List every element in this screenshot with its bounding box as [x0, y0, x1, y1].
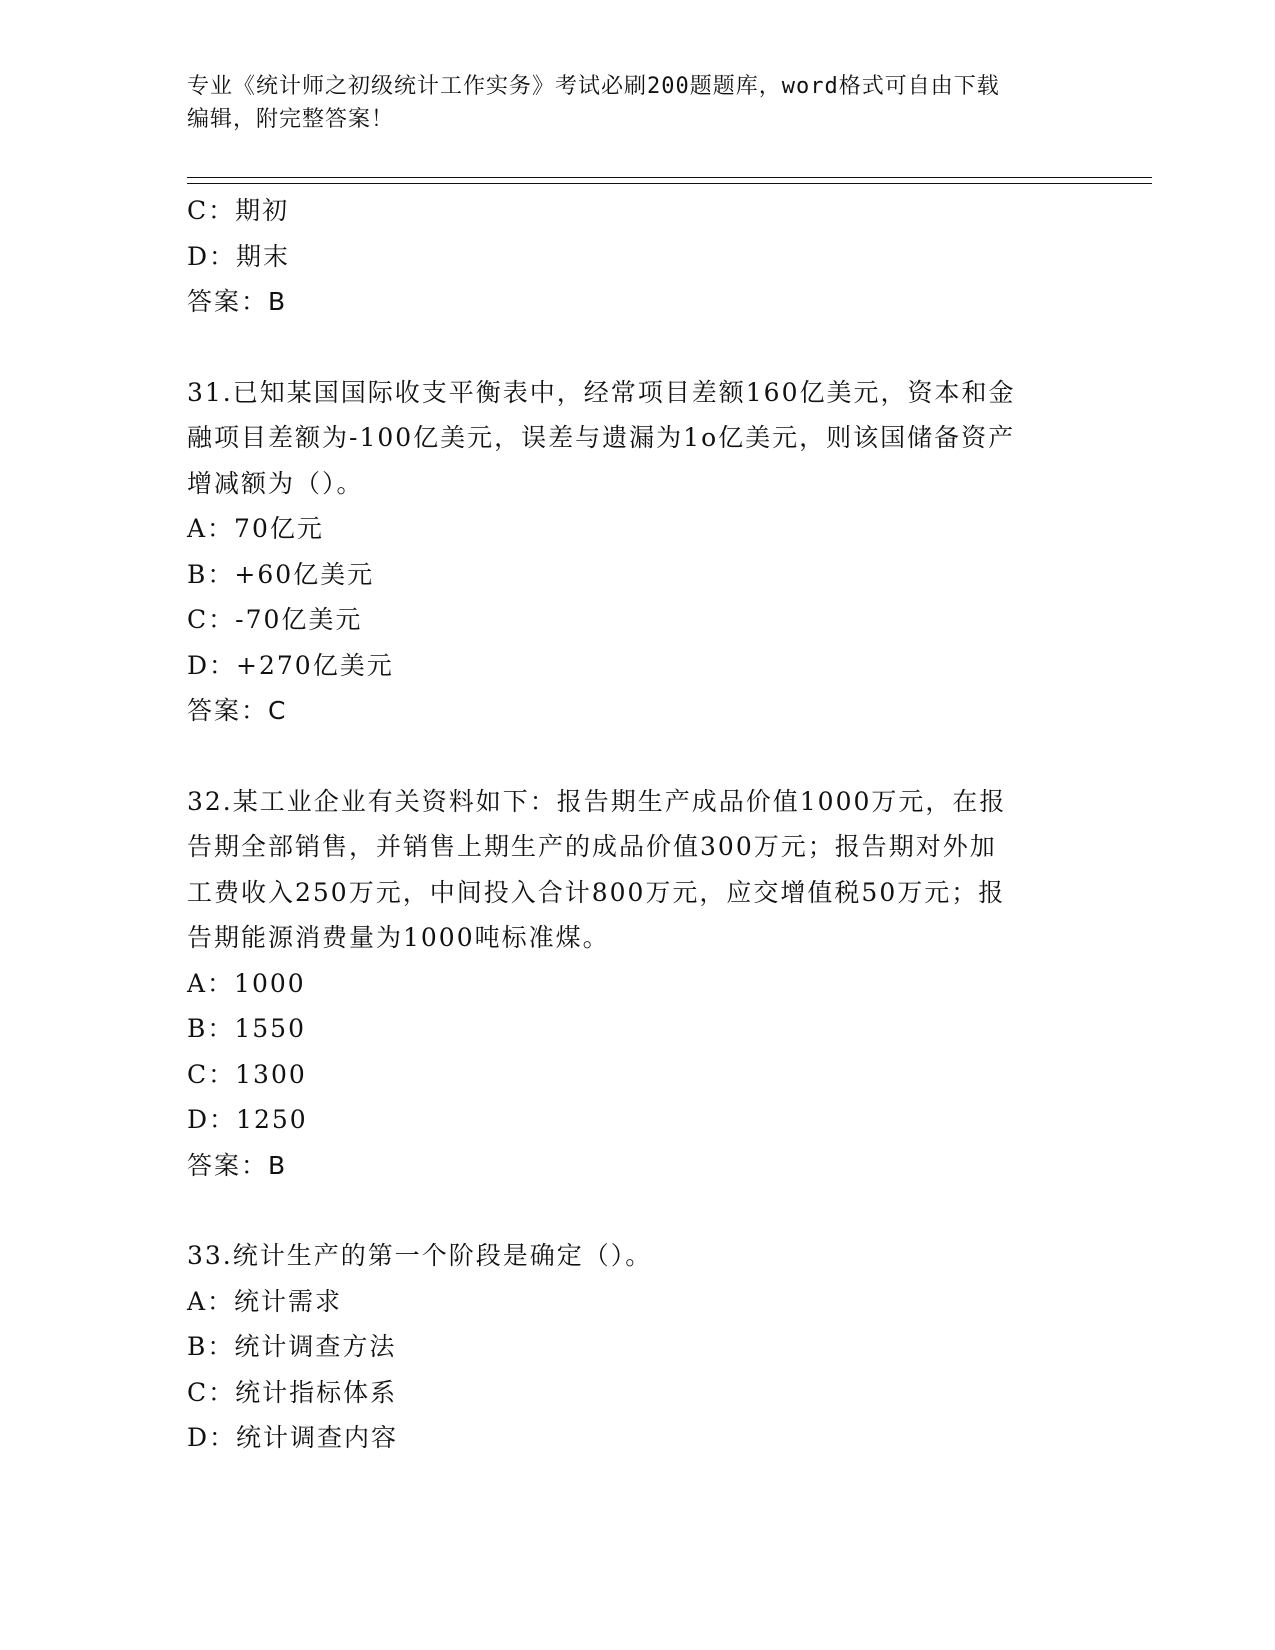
option-b: B：统计调查方法	[187, 1332, 397, 1361]
question-30-tail	[187, 188, 1087, 325]
option-c: C：1300	[187, 1059, 307, 1089]
question-33	[187, 1233, 1087, 1461]
option-a: A：1000	[187, 968, 306, 998]
option-c: C：期初	[187, 196, 290, 225]
option-d: D：+270亿美元	[187, 650, 394, 680]
question-31	[187, 370, 1087, 734]
answer: 答案：B	[187, 287, 288, 316]
question-stem: 33.统计生产的第一个阶段是确定（）。	[187, 1241, 653, 1270]
question-stem: 告期能源消费量为1000吨标准煤。	[187, 923, 610, 952]
spacer	[187, 1188, 1087, 1233]
question-stem: 告期全部销售，并销售上期生产的成品价值300万元；报告期对外加	[187, 832, 997, 861]
option-a: A：70亿元	[187, 514, 324, 543]
question-stem: 增减额为（）。	[187, 468, 364, 498]
option-d: D：期末	[187, 241, 291, 271]
header-divider	[187, 177, 1152, 184]
question-32	[187, 779, 1087, 1189]
option-b: B：+60亿美元	[187, 559, 375, 589]
question-stem: 融项目差额为-100亿美元，误差与遗漏为1o亿美元，则该国储备资产	[187, 423, 1016, 452]
option-d: D：1250	[187, 1105, 308, 1134]
option-a: A：统计需求	[187, 1286, 343, 1316]
header-line-2: 编辑，附完整答案！	[187, 107, 395, 132]
option-b: B：1550	[187, 1014, 306, 1043]
option-d: D：统计调查内容	[187, 1423, 399, 1452]
spacer	[187, 734, 1087, 779]
answer: 答案：C	[187, 696, 288, 725]
question-list	[187, 188, 1087, 1461]
question-stem: 32.某工业企业有关资料如下：报告期生产成品价值1000万元，在报	[187, 786, 1007, 816]
option-c: C：-70亿美元	[187, 605, 363, 634]
question-stem: 工费收入250万元，中间投入合计800万元，应交增值税50万元；报	[187, 877, 1006, 907]
option-c: C：统计指标体系	[187, 1377, 398, 1407]
spacer	[187, 325, 1087, 370]
header-line-1: 专业《统计师之初级统计工作实务》考试必刷200题题库，word格式可自由下载	[187, 74, 1000, 99]
document-header	[187, 70, 1087, 136]
question-stem: 31.已知某国国际收支平衡表中，经常项目差额160亿美元，资本和金	[187, 377, 1016, 407]
answer: 答案：B	[187, 1150, 288, 1180]
